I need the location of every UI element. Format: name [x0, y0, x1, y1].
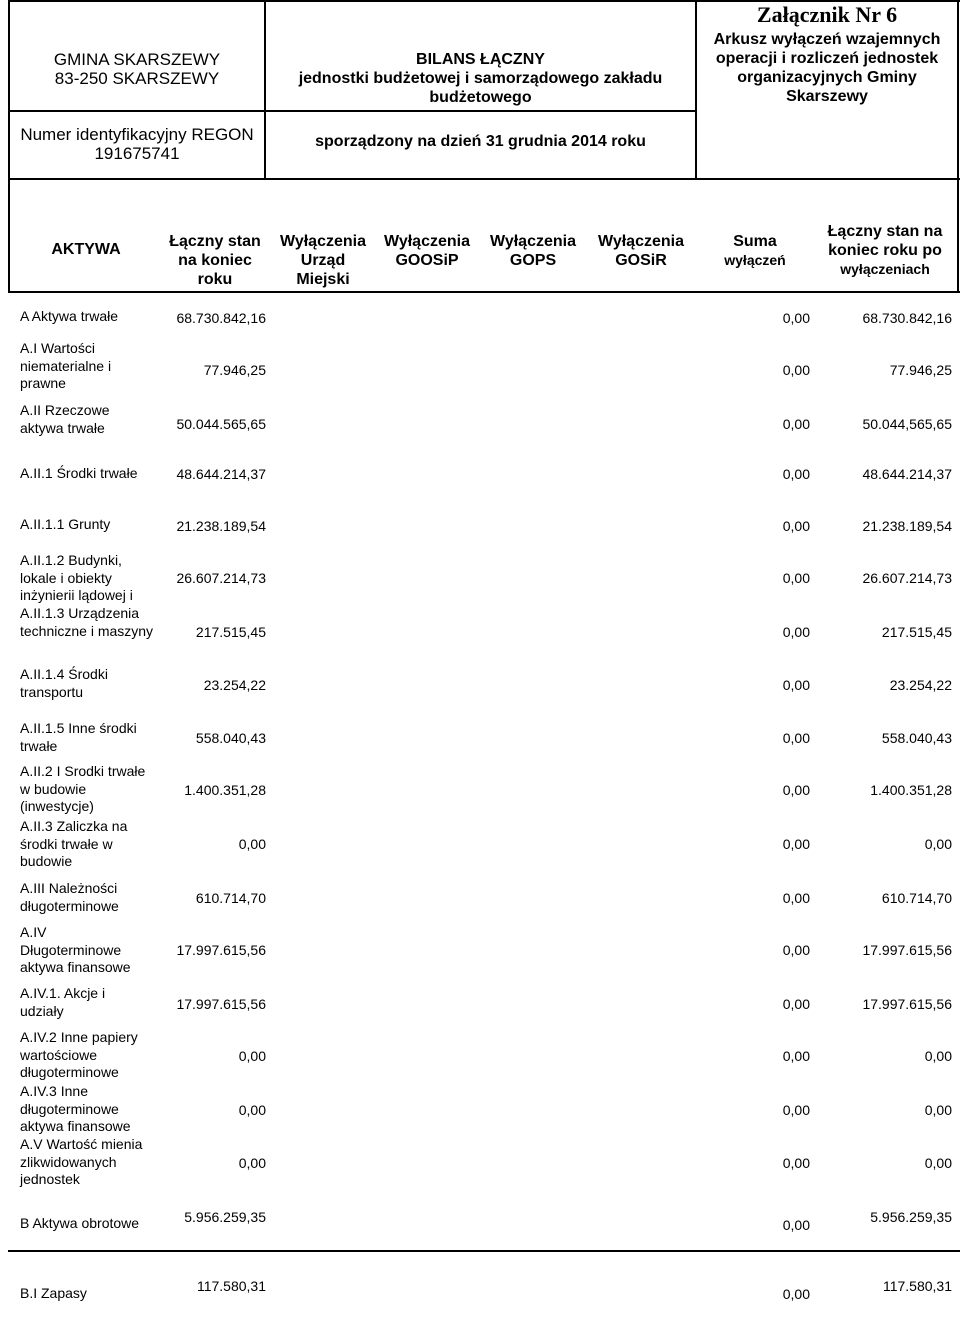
frame-right [957, 0, 959, 180]
row-total: 17.997.615,56 [176, 996, 266, 1012]
row-total: 0,00 [238, 1155, 266, 1171]
row-label: A Aktywa trwałe [20, 308, 119, 324]
frame-bottom [8, 178, 960, 180]
row-after: 17.997.615,56 [862, 942, 952, 958]
row-sum: 0,00 [782, 518, 810, 534]
row-total: 0,00 [238, 1102, 266, 1118]
unit-name-line1: GMINA SKARSZEWY [53, 50, 221, 69]
row-sum: 0,00 [782, 570, 810, 586]
row-label: A.II.1.1 Grunty [20, 516, 111, 532]
frame-left [8, 0, 10, 180]
row-total: 0,00 [238, 1048, 266, 1064]
col-um [270, 232, 376, 289]
row-total: 26.607.214,73 [176, 570, 266, 586]
row-sum: 0,00 [782, 310, 810, 326]
row-after: 5.956.259,35 [870, 1209, 952, 1225]
col-gops [480, 232, 586, 270]
row-after: 0,00 [924, 1155, 952, 1171]
section-divider [8, 1250, 960, 1252]
col-um-l1: Wyłączenia [280, 233, 366, 250]
annex-desc-line1: Arkusz wyłączeń wzajemnych [713, 31, 941, 48]
balance-title-line2: jednostki budżetowej i samorządowego zakładu [298, 70, 663, 87]
row-sum: 0,00 [782, 1286, 810, 1302]
col-sum [700, 232, 810, 270]
row-label: A.II.2 I Srodki trwałe w budowie (inwestycje) [20, 763, 146, 814]
col-gosir-l2: GOSiR [615, 252, 667, 269]
row-total: 117.580,31 [196, 1278, 266, 1294]
row-label: A.IV.2 Inne papiery wartościowe długoterminowe [20, 1029, 138, 1080]
row-sum: 0,00 [782, 996, 810, 1012]
row-label: A.III Należności długoterminowe [20, 880, 119, 914]
row-after: 48.644.214,37 [862, 466, 952, 482]
annex-desc-line2: operacji i rozliczeń jednostek [715, 50, 939, 67]
unit-name [12, 50, 262, 88]
row-after: 77.946,25 [889, 362, 952, 378]
row-total: 17.997.615,56 [176, 942, 266, 958]
row-total: 48.644.214,37 [176, 466, 266, 482]
row-after: 26.607.214,73 [862, 570, 952, 586]
row-sum: 0,00 [782, 890, 810, 906]
row-sum: 0,00 [782, 782, 810, 798]
col-total-l1: Łączny stan [169, 233, 261, 250]
frame-mid [8, 110, 697, 112]
row-sum: 0,00 [782, 466, 810, 482]
annex-desc-line4: Skarszewy [786, 88, 868, 105]
row-label: A.II.3 Zaliczka na środki trwałe w budowie [20, 818, 128, 869]
row-after: 0,00 [924, 1102, 952, 1118]
col-goosip [375, 232, 479, 270]
row-total: 0,00 [238, 836, 266, 852]
row-after: 50.044,565,65 [862, 416, 952, 432]
col-um-l3: Miejski [296, 271, 350, 288]
row-sum: 0,00 [782, 1217, 810, 1233]
col-total [160, 232, 270, 289]
row-total: 1.400.351,28 [184, 782, 266, 798]
annex-title: Załącznik Nr 6 [756, 2, 898, 27]
row-after: 21.238.189,54 [862, 518, 952, 534]
annex-desc-line3: organizacyjnych Gminy [737, 69, 917, 86]
row-after: 1.400.351,28 [870, 782, 952, 798]
row-after: 0,00 [924, 836, 952, 852]
row-after: 117.580,31 [882, 1278, 952, 1294]
col-gosir [588, 232, 694, 270]
row-sum: 0,00 [782, 416, 810, 432]
balance-title-line3: budżetowego [429, 89, 532, 106]
row-total: 68.730.842,16 [176, 310, 266, 326]
row-total: 77.946,25 [203, 362, 266, 378]
row-label: A.IV.3 Inne długoterminowe aktywa finansowe [20, 1083, 131, 1134]
row-label: A.II.1 Środki trwałe [20, 465, 138, 481]
row-label: B.I Zapasy [20, 1285, 87, 1301]
row-label: A.II.1.4 Środki transportu [20, 666, 108, 700]
balance-title-line1: BILANS ŁĄCZNY [416, 51, 545, 68]
row-sum: 0,00 [782, 942, 810, 958]
col-sum-l2: wyłączeń [724, 252, 786, 268]
regon-label: Numer identyfikacyjny REGON [20, 125, 254, 144]
row-label: A.II.1.2 Budynki, lokale i obiekty inżynierii lądowej i [20, 552, 133, 603]
col-gops-l2: GOPS [509, 252, 557, 269]
frame-divider-2 [695, 0, 697, 180]
row-after: 23.254,22 [889, 677, 952, 693]
row-label: A.IV Długoterminowe aktywa finansowe [20, 924, 131, 975]
row-sum: 0,00 [782, 836, 810, 852]
row-label: A.II.1.5 Inne środki trwałe [20, 720, 137, 754]
row-label: A.I Wartości niematerialne i prawne [20, 340, 112, 391]
row-after: 217.515,45 [881, 624, 952, 640]
row-after: 68.730.842,16 [862, 310, 952, 326]
col-after-l2: koniec roku po [828, 242, 942, 259]
row-total: 610.714,70 [195, 890, 266, 906]
row-label: A.II.1.3 Urządzenia techniczne i maszyny [20, 605, 154, 639]
col-gosir-l1: Wyłączenia [598, 233, 684, 250]
col-after-l3: wyłączeniach [840, 261, 930, 277]
balance-title [268, 50, 693, 107]
row-label: A.V Wartość mienia zlikwidowanych jednostek [20, 1136, 143, 1187]
annex-description [699, 30, 955, 106]
row-sum: 0,00 [782, 624, 810, 640]
frame-divider-1 [264, 0, 266, 180]
row-label: A.II Rzeczowe aktywa trwałe [20, 402, 110, 436]
row-total: 21.238.189,54 [176, 518, 266, 534]
row-sum: 0,00 [782, 1155, 810, 1171]
unit-name-line2: 83-250 SKARSZEWY [54, 69, 220, 88]
row-label: B Aktywa obrotowe [20, 1215, 140, 1231]
row-sum: 0,00 [782, 1102, 810, 1118]
row-total: 558.040,43 [195, 730, 266, 746]
col-aktywa: AKTYWA [51, 241, 121, 258]
col-goosip-l1: Wyłączenia [384, 233, 470, 250]
regon-number: 191675741 [94, 144, 180, 163]
row-total: 23.254,22 [203, 677, 266, 693]
regon [12, 125, 262, 163]
col-goosip-l2: GOOSiP [395, 252, 459, 269]
row-after: 17.997.615,56 [862, 996, 952, 1012]
row-sum: 0,00 [782, 730, 810, 746]
report-date: sporządzony na dzień 31 grudnia 2014 roku [315, 133, 646, 150]
colhead-left [8, 180, 10, 293]
row-sum: 0,00 [782, 1048, 810, 1064]
row-after: 610.714,70 [881, 890, 952, 906]
col-after [812, 222, 958, 279]
colhead-bottom [8, 291, 960, 293]
col-gops-l1: Wyłączenia [490, 233, 576, 250]
row-after: 0,00 [924, 1048, 952, 1064]
col-um-l2: Urząd [300, 252, 346, 269]
col-after-l1: Łączny stan na [827, 223, 943, 240]
row-total: 217.515,45 [195, 624, 266, 640]
row-total: 50.044.565,65 [176, 416, 266, 432]
row-sum: 0,00 [782, 362, 810, 378]
col-total-l2: na koniec [178, 252, 252, 269]
row-sum: 0,00 [782, 677, 810, 693]
row-after: 558.040,43 [881, 730, 952, 746]
col-total-l3: roku [197, 271, 233, 288]
col-sum-l1: Suma [733, 233, 777, 250]
row-total: 5.956.259,35 [184, 1209, 266, 1225]
row-label: A.IV.1. Akcje i udziały [20, 985, 106, 1019]
